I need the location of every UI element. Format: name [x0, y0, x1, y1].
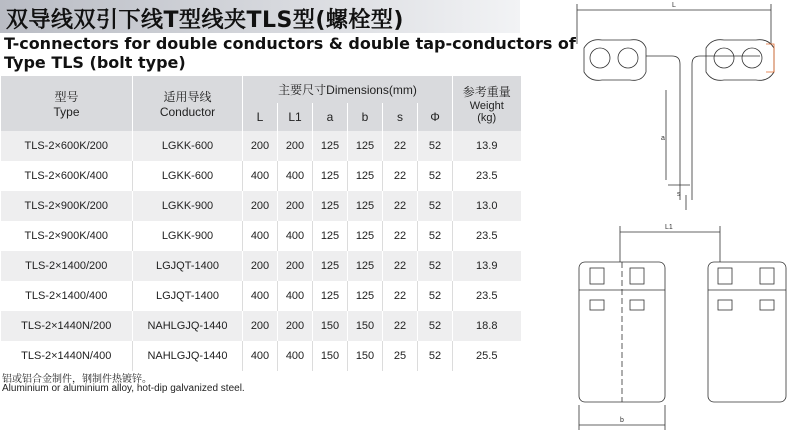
cell-L: 400 — [243, 221, 278, 251]
label-a: a — [661, 135, 665, 142]
cell-type: TLS-2×600K/400 — [1, 161, 133, 191]
cell-conductor: LGJQT-1400 — [133, 281, 243, 311]
bolt-nut — [590, 300, 604, 310]
right-conductor-hole — [714, 48, 734, 68]
header-conductor — [133, 76, 243, 131]
cell-s: 22 — [383, 281, 418, 311]
cell-L1: 400 — [278, 281, 313, 311]
label-s: s — [677, 191, 681, 198]
cell-L: 200 — [243, 131, 278, 161]
cell-s: 22 — [383, 191, 418, 221]
header-dim-b: b — [348, 103, 383, 131]
cell-a: 125 — [313, 251, 348, 281]
bolt-detail — [766, 44, 774, 72]
cell-weight: 23.5 — [453, 221, 521, 251]
table-row — [1, 191, 521, 221]
table-row — [1, 341, 521, 371]
table-row — [1, 251, 521, 281]
cell-phi: 52 — [418, 161, 453, 191]
cell-L: 400 — [243, 281, 278, 311]
header-dim-L: L — [243, 103, 278, 131]
title-bar — [0, 0, 520, 33]
cell-a: 125 — [313, 281, 348, 311]
cell-weight: 13.0 — [453, 191, 521, 221]
cell-type: TLS-2×1400/200 — [1, 251, 133, 281]
cell-type: TLS-2×1440N/400 — [1, 341, 133, 371]
cell-L: 200 — [243, 191, 278, 221]
table-row — [1, 161, 521, 191]
cell-s: 25 — [383, 341, 418, 371]
cell-s: 22 — [383, 221, 418, 251]
label-L: L — [672, 2, 676, 9]
cell-phi: 52 — [418, 191, 453, 221]
cell-conductor: LGKK-900 — [133, 221, 243, 251]
cell-weight: 25.5 — [453, 341, 521, 371]
cell-conductor: LGJQT-1400 — [133, 251, 243, 281]
header-type-en: Type — [53, 105, 80, 119]
table-row — [1, 131, 521, 161]
table-row — [1, 221, 521, 251]
cell-L1: 200 — [278, 311, 313, 341]
cell-weight: 23.5 — [453, 161, 521, 191]
spec-table-body — [1, 131, 521, 371]
cell-L1: 200 — [278, 191, 313, 221]
table-row — [1, 281, 521, 311]
cell-conductor: NAHLGJQ-1440 — [133, 341, 243, 371]
cell-phi: 52 — [418, 221, 453, 251]
top-view-drawing — [577, 4, 774, 210]
bolt-nut — [718, 300, 732, 310]
header-dim-s: s — [383, 103, 418, 131]
header-weight-en: Weight — [469, 100, 504, 112]
cell-weight: 18.8 — [453, 311, 521, 341]
cell-conductor: NAHLGJQ-1440 — [133, 311, 243, 341]
cell-a: 125 — [313, 131, 348, 161]
header-weight-unit: (kg) — [477, 112, 497, 124]
cell-s: 22 — [383, 251, 418, 281]
header-dim-L1: L1 — [278, 103, 313, 131]
cell-phi: 52 — [418, 281, 453, 311]
right-conductor-hole — [742, 48, 762, 68]
cell-phi: 52 — [418, 341, 453, 371]
cell-L1: 400 — [278, 161, 313, 191]
cell-L: 400 — [243, 161, 278, 191]
bolt-head — [630, 268, 644, 284]
header-weight-cn: 参考重量 — [462, 85, 511, 99]
bolt-head — [760, 268, 774, 284]
header-conductor-cn: 适用导线 — [163, 90, 212, 104]
footnote-en: Aluminium or aluminium alloy, hot-dip galvanized steel. — [2, 383, 245, 394]
header-type-cn: 型号 — [54, 90, 79, 104]
cell-a: 150 — [313, 311, 348, 341]
cell-phi: 52 — [418, 311, 453, 341]
cell-s: 22 — [383, 161, 418, 191]
bolt-nut — [630, 300, 644, 310]
header-conductor-en: Conductor — [159, 105, 216, 119]
cell-weight: 13.9 — [453, 131, 521, 161]
cell-a: 125 — [313, 221, 348, 251]
cell-conductor: LGKK-600 — [133, 161, 243, 191]
cell-L1: 400 — [278, 221, 313, 251]
footnote-cn: 铝或铝合金制件，钢制件热镀锌。 — [2, 374, 152, 385]
cell-weight: 23.5 — [453, 281, 521, 311]
cell-a: 125 — [313, 191, 348, 221]
header-dim-a: a — [313, 103, 348, 131]
bolt-head — [718, 268, 732, 284]
cell-L: 200 — [243, 311, 278, 341]
cell-phi: 52 — [418, 131, 453, 161]
cell-a: 150 — [313, 341, 348, 371]
cell-type: TLS-2×900K/200 — [1, 191, 133, 221]
cell-a: 125 — [313, 161, 348, 191]
cell-L: 200 — [243, 251, 278, 281]
cell-L: 400 — [243, 341, 278, 371]
cell-b: 125 — [348, 131, 383, 161]
technical-drawing — [560, 0, 796, 435]
cell-L1: 200 — [278, 251, 313, 281]
label-L1: L1 — [665, 224, 673, 231]
label-b: b — [620, 417, 624, 424]
left-conductor-hole — [590, 48, 610, 68]
page-title-cn: 双导线双引下线T型线夹TLS型(螺栓型) — [6, 8, 404, 33]
side-view-drawing — [579, 226, 786, 430]
cell-type: TLS-2×1440N/200 — [1, 311, 133, 341]
header-type — [1, 76, 133, 131]
page-title-en-line2: Type TLS (bolt type) — [4, 53, 186, 72]
cell-s: 22 — [383, 311, 418, 341]
cell-b: 150 — [348, 341, 383, 371]
header-dimensions: 主要尺寸Dimensions(mm) — [243, 76, 453, 103]
cell-b: 125 — [348, 251, 383, 281]
cell-b: 125 — [348, 191, 383, 221]
cell-phi: 52 — [418, 251, 453, 281]
cell-L1: 200 — [278, 131, 313, 161]
cell-b: 150 — [348, 311, 383, 341]
header-dim-phi: Φ — [418, 103, 453, 131]
cell-type: TLS-2×600K/200 — [1, 131, 133, 161]
spec-table — [0, 76, 521, 371]
cell-s: 22 — [383, 131, 418, 161]
page-title-en-line1: T-connectors for double conductors & double tap-conductors of — [4, 34, 576, 53]
cell-b: 125 — [348, 221, 383, 251]
right-clamp-body — [706, 40, 774, 81]
bolt-head — [590, 268, 604, 284]
table-row — [1, 311, 521, 341]
cell-type: TLS-2×900K/400 — [1, 221, 133, 251]
left-conductor-hole — [618, 48, 638, 68]
bolt-nut — [760, 300, 774, 310]
tap-stem-left — [646, 56, 680, 200]
tap-stem-right — [692, 56, 760, 200]
cell-conductor: LGKK-900 — [133, 191, 243, 221]
cell-weight: 13.9 — [453, 251, 521, 281]
header-weight — [453, 76, 521, 131]
cell-b: 125 — [348, 281, 383, 311]
cell-type: TLS-2×1400/400 — [1, 281, 133, 311]
cell-b: 125 — [348, 161, 383, 191]
cell-conductor: LGKK-600 — [133, 131, 243, 161]
cell-L1: 400 — [278, 341, 313, 371]
left-clamp-body — [584, 40, 646, 81]
